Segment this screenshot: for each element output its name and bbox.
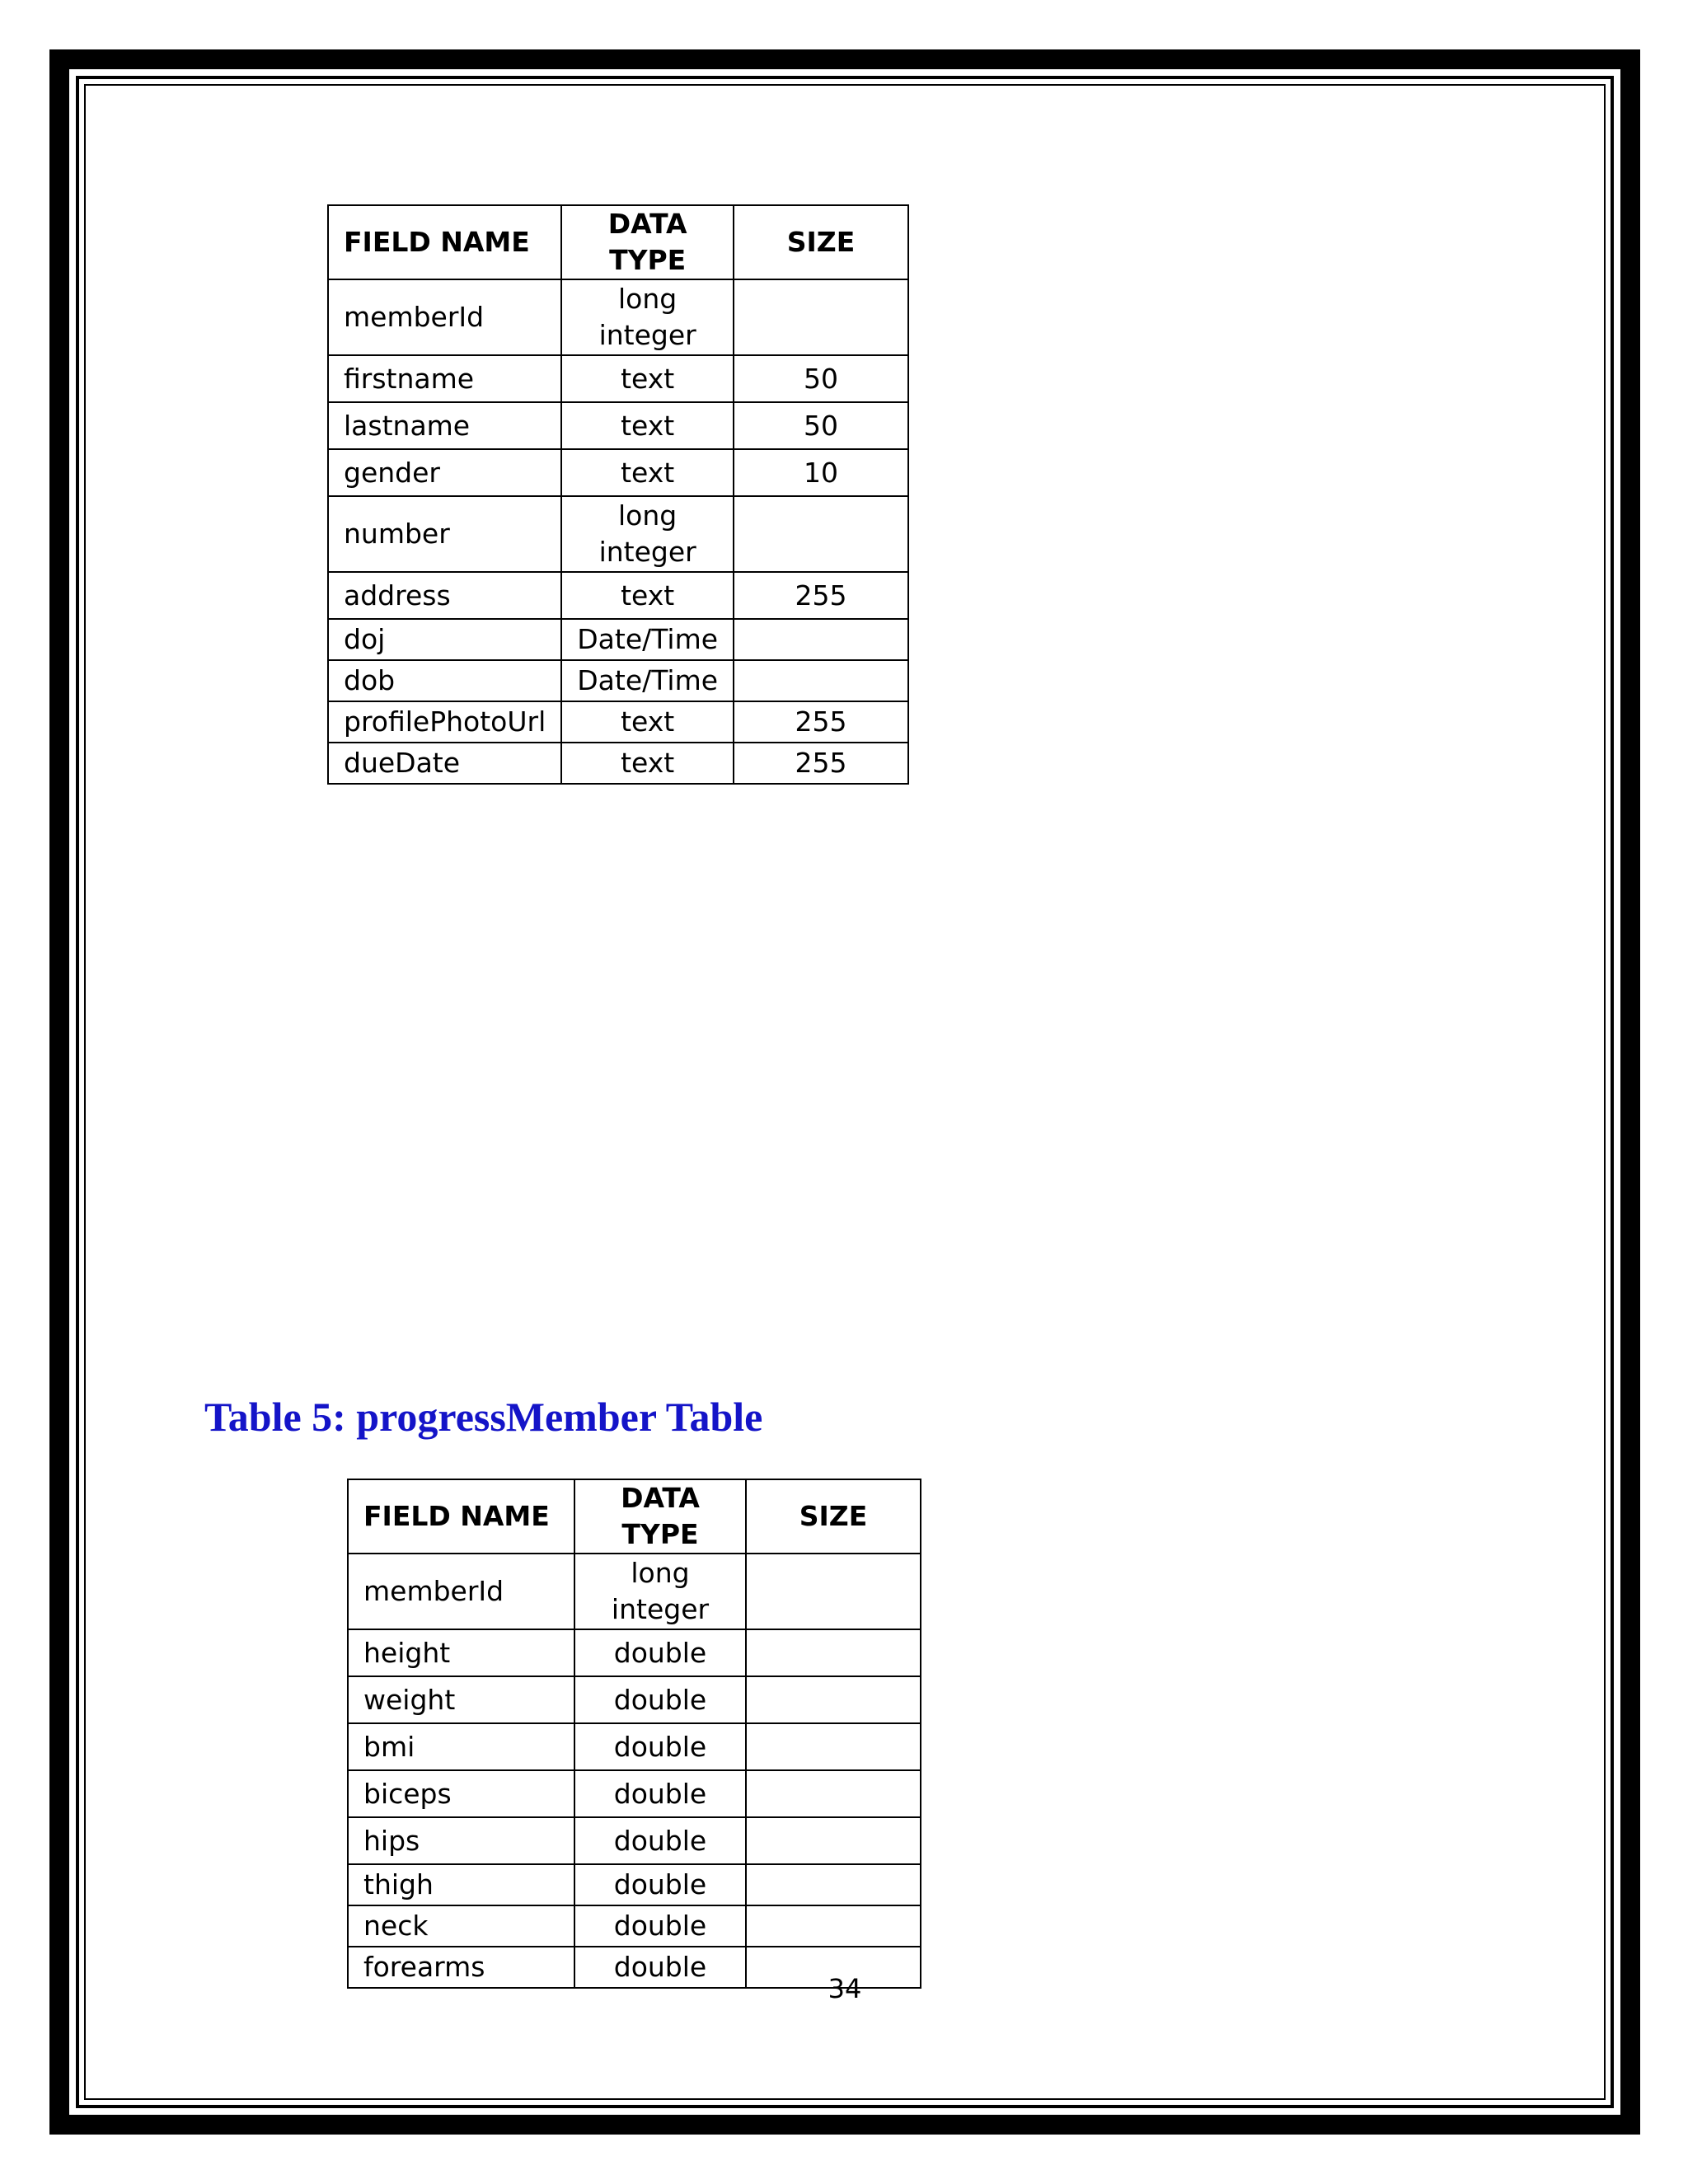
header-field-name: FIELD NAME [348,1479,574,1554]
data-type-cell [561,496,734,572]
size-cell: 50 [734,402,908,449]
data-type-cell: double [574,1905,746,1947]
table-row [328,279,908,355]
table-row [348,1629,921,1676]
data-type-cell: Date/Time [561,660,734,701]
size-cell [746,1864,921,1905]
table-row [348,1817,921,1864]
table-caption: Table 5: progressMember Table [204,1394,763,1440]
field-name-cell: address [328,572,561,619]
data-type-cell: text [561,701,734,743]
field-name-cell: hips [348,1817,574,1864]
table-header-row [348,1479,921,1554]
data-type-cell: double [574,1723,746,1770]
data-type-cell: double [574,1817,746,1864]
size-cell [746,1770,921,1817]
page-number: 34 [828,1973,862,2004]
data-type-cell [561,279,734,355]
table-row [348,1905,921,1947]
field-name-cell: number [328,496,561,572]
size-cell [734,496,908,572]
data-type-text: long integer [611,1557,710,1625]
data-type-cell: text [561,402,734,449]
header-size: SIZE [734,205,908,279]
field-name-cell: doj [328,619,561,660]
field-name-cell: gender [328,449,561,496]
size-cell [734,660,908,701]
size-cell [746,1723,921,1770]
field-name-cell: thigh [348,1864,574,1905]
field-name-cell: height [348,1629,574,1676]
table-row [328,619,908,660]
table-row [328,660,908,701]
field-name-cell: memberId [348,1554,574,1629]
size-cell: 50 [734,355,908,402]
field-name-cell: dob [328,660,561,701]
table-row [328,743,908,784]
data-type-text: long integer [598,499,696,568]
size-cell [746,1554,921,1629]
table-row [328,701,908,743]
field-name-cell: neck [348,1905,574,1947]
progress-member-table [347,1479,921,1989]
size-cell [746,1676,921,1723]
size-cell [746,1817,921,1864]
table-row [348,1864,921,1905]
member-fields-table [327,204,909,785]
size-cell: 255 [734,743,908,784]
data-type-cell: text [561,355,734,402]
header-data-type: DATA TYPE [561,205,734,279]
table-row [348,1770,921,1817]
table-row [328,572,908,619]
header-field-name: FIELD NAME [328,205,561,279]
size-cell [734,279,908,355]
data-type-cell: double [574,1770,746,1817]
data-type-cell: Date/Time [561,619,734,660]
field-name-cell: forearms [348,1947,574,1988]
field-name-cell: dueDate [328,743,561,784]
table-row [328,449,908,496]
header-size: SIZE [746,1479,921,1554]
field-name-cell: bmi [348,1723,574,1770]
data-type-cell: text [561,572,734,619]
size-cell: 255 [734,572,908,619]
size-cell: 255 [734,701,908,743]
table-row [328,496,908,572]
table-row [348,1723,921,1770]
size-cell [746,1629,921,1676]
data-type-cell: text [561,449,734,496]
field-name-cell: lastname [328,402,561,449]
data-type-cell: double [574,1947,746,1988]
field-name-cell: weight [348,1676,574,1723]
size-cell: 10 [734,449,908,496]
table-row [348,1676,921,1723]
field-name-cell: biceps [348,1770,574,1817]
table-row [328,402,908,449]
data-type-cell: double [574,1676,746,1723]
data-type-cell: text [561,743,734,784]
data-type-text: long integer [598,283,696,351]
field-name-cell: firstname [328,355,561,402]
size-cell [734,619,908,660]
data-type-cell: double [574,1864,746,1905]
table-row [328,355,908,402]
data-type-cell: double [574,1629,746,1676]
table-row [348,1554,921,1629]
field-name-cell: memberId [328,279,561,355]
size-cell [746,1905,921,1947]
table-header-row [328,205,908,279]
field-name-cell: profilePhotoUrl [328,701,561,743]
data-type-cell [574,1554,746,1629]
header-data-type: DATA TYPE [574,1479,746,1554]
